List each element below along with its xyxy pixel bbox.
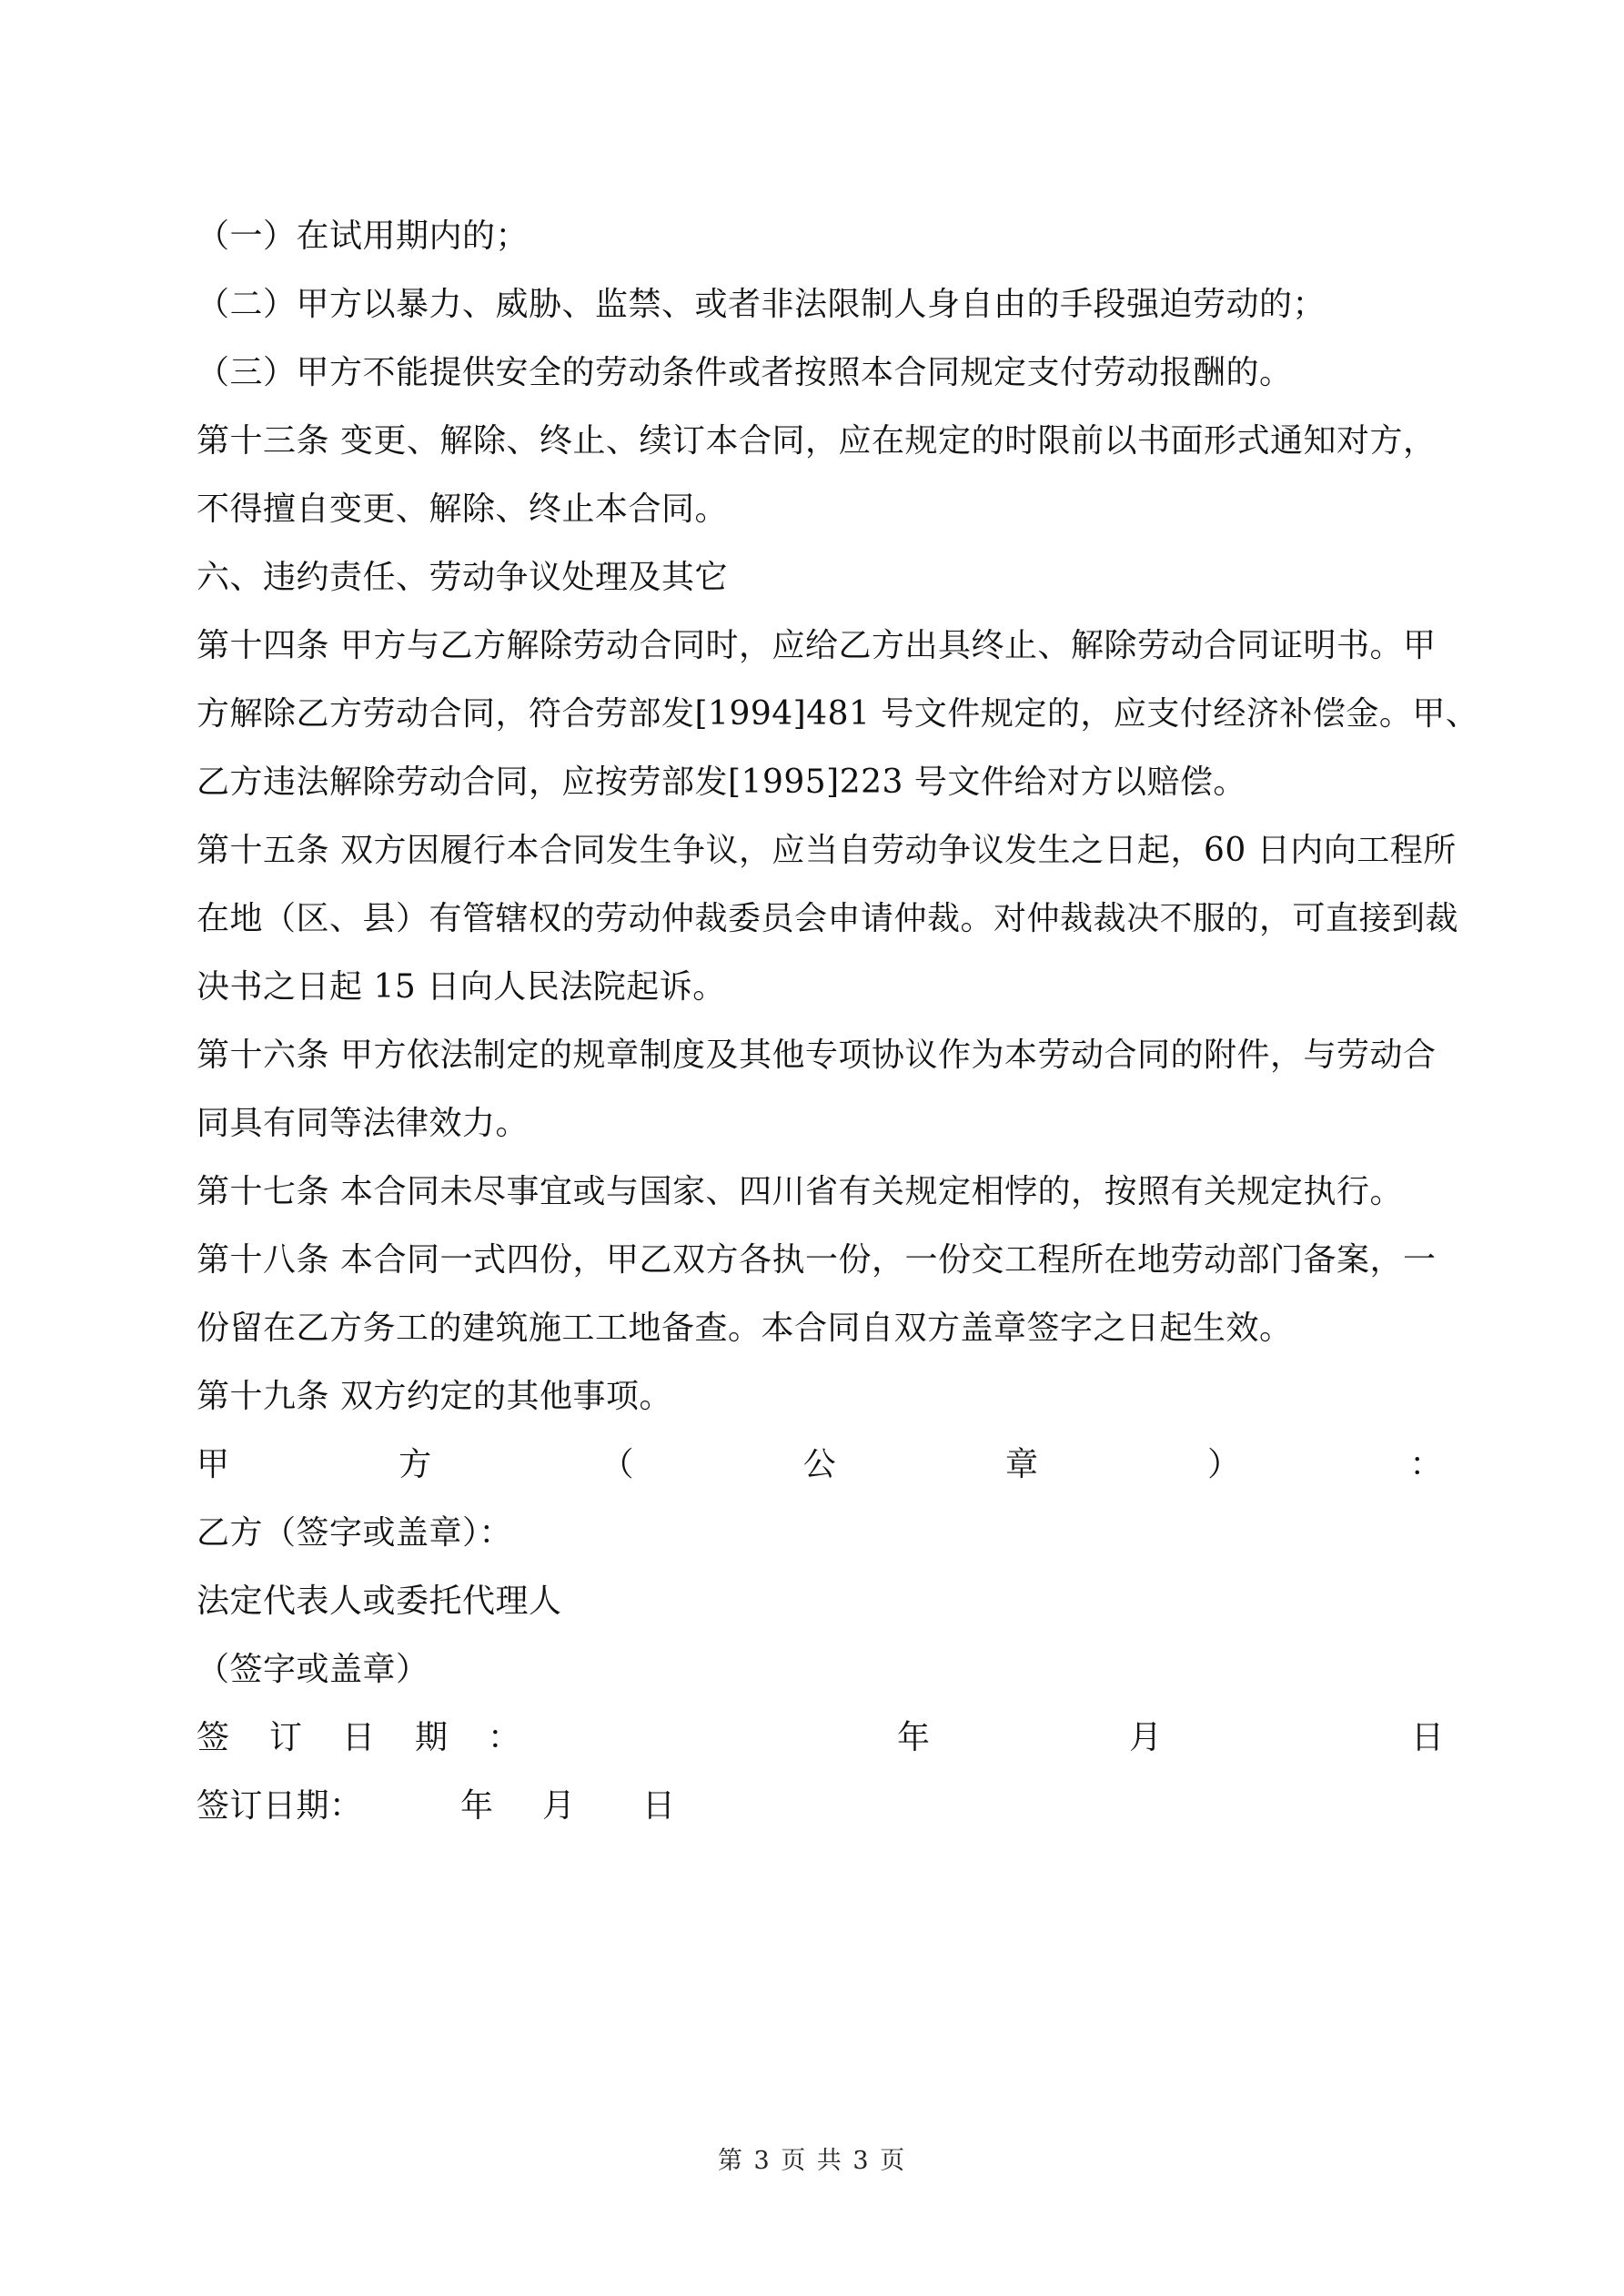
party-a-char: （ [600,1446,634,1483]
party-a-char: ： [1409,1446,1443,1483]
party-a-char: ） [1207,1446,1241,1483]
clause-line: 乙方违法解除劳动合同，应按劳部发[1995]223 号文件给对方以赔偿。 [197,764,1246,801]
party-a-char: 章 [1004,1446,1039,1483]
clause-line: 方解除乙方劳动合同，符合劳部发[1994]481 号文件规定的，应支付经济补偿金。甲、 [197,695,1479,733]
sign-date-spread-line [197,1704,1443,1772]
clause-line: 第十六条 甲方依法制定的规章制度及其他专项协议作为本劳动合同的附件，与劳动合 [197,1037,1437,1074]
sign-date-char: ： [488,1719,521,1756]
party-a-char: 方 [398,1446,432,1483]
clause-line: 第十四条 甲方与乙方解除劳动合同时，应给乙方出具终止、解除劳动合同证明书。甲 [197,627,1437,664]
clause-line: 第十七条 本合同未尽事宜或与国家、四川省有关规定相悖的，按照有关规定执行。 [197,1173,1403,1210]
sign-date-char: 日 [1411,1719,1445,1756]
party-b-line: 乙方（签字或盖章）： [197,1514,513,1552]
sign-or-seal-line: （签字或盖章） [197,1651,429,1688]
page-number: 第 3 页 共 3 页 [717,2147,907,2175]
sign-date-char: 订 [269,1719,303,1756]
sign-date-year: 年 [460,1787,494,1825]
clause-line: （二）甲方以暴力、威胁、监禁、或者非法限制人身自由的手段强迫劳动的； [197,286,1326,323]
clause-line: （一）在试用期内的； [197,217,530,255]
clause-line: （三）甲方不能提供安全的劳动条件或者按照本合同规定支付劳动报酬的。 [197,354,1293,391]
sign-date-char: 期 [415,1719,449,1756]
clause-line: 决书之日起 15 日向人民法院起诉。 [197,968,726,1006]
sign-date-char: 年 [897,1719,931,1756]
clause-line: 第十五条 双方因履行本合同发生争议，应当自劳动争议发生之日起，60 日内向工程所 [197,832,1457,869]
sign-date-month: 月 [542,1787,576,1825]
clause-line: 同具有同等法律效力。 [197,1105,530,1142]
clause-line: 第十九条 双方约定的其他事项。 [197,1378,672,1415]
sign-date-char: 日 [342,1719,376,1756]
party-a-char: 甲 [197,1446,230,1483]
party-a-char: 公 [802,1446,837,1483]
clause-line: 份留在乙方务工的建筑施工工地备查。本合同自双方盖章签字之日起生效。 [197,1310,1293,1347]
section-heading: 六、违约责任、劳动争议处理及其它 [197,559,729,596]
sign-date-day: 日 [642,1787,676,1825]
clause-line: 不得擅自变更、解除、终止本合同。 [197,491,729,528]
clause-line: 第十三条 变更、解除、终止、续订本合同，应在规定的时限前以书面形式通知对方， [197,422,1437,460]
sign-date-char: 月 [1129,1719,1163,1756]
representative-line: 法定代表人或委托代理人 [197,1583,562,1620]
clause-line: 在地（区、县）有管辖权的劳动仲裁委员会申请仲裁。对仲裁裁决不服的，可直接到裁 [197,900,1459,937]
party-a-seal-line [197,1431,1443,1499]
sign-date-char: 签 [197,1719,230,1756]
document-body [197,202,1479,1840]
clause-line: 第十八条 本合同一式四份，甲乙双方各执一份，一份交工程所在地劳动部门备案，一 [197,1241,1437,1279]
sign-date-label: 签订日期： [197,1787,363,1825]
sign-date-short-line [197,1772,688,1840]
